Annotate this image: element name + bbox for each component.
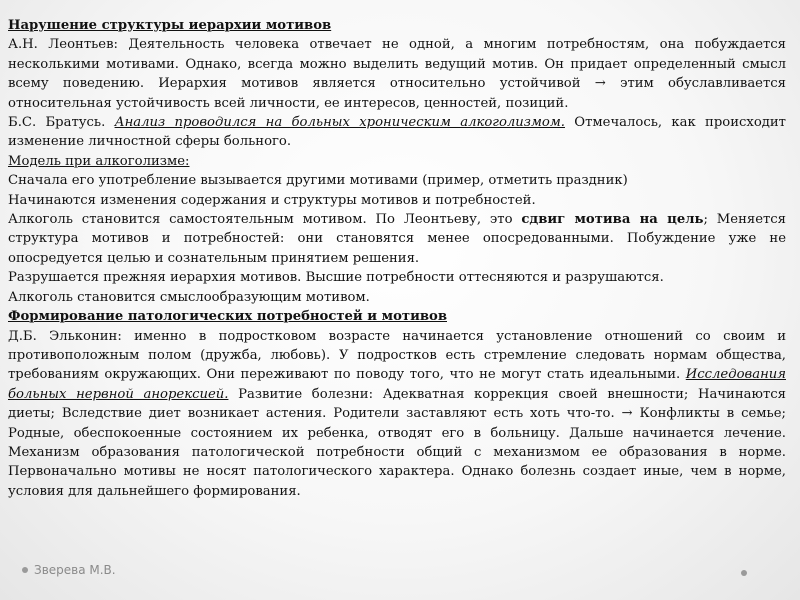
paragraph-bratus <box>8 113 786 152</box>
footer-bullet-icon <box>22 567 28 573</box>
paragraph-elkonin <box>8 327 786 502</box>
corner-dot-icon <box>741 570 747 576</box>
alcoholism-model-label: Модель при алкоголизме: <box>8 153 190 169</box>
elkonin-suffix: Развитие болезни: Адекватная коррекция своей внешности; Начинаются диеты; Вследствие диет возникает астения. Родители заставляют есть хоть что-то. → Конфликты в семье; Родные, обеспокоенные состоянием их ребенка, отводят его в больницу. Дальше начинается лечение. Механизм образования патологической потребности общий с механизмом ее образования в норме. Первоначально мотивы не носят патологического характера. Однако болезнь создает иные, чем в норме, условия для дальнейшего формирования. <box>8 386 786 499</box>
step3-suffix: ; Меняется структура мотивов и потребностей: они становятся менее опосредованными. Побуждение уже не опосредуется целью и сознательным принятием решения. <box>8 212 787 266</box>
paragraph-model-step-2: Начинаются изменения содержания и структуры мотивов и потребностей. <box>8 192 536 208</box>
bratus-prefix: Б.С. Братусь. <box>8 115 115 131</box>
paragraph-leontiev: А.Н. Леонтьев: Деятельность человека отвечает не одной, а многим потребностям, она побуждается несколькими мотивами. Однако, всегда можно выделить ведущий мотив. Он придает определенный смысл всему поведению. Иерархия мотивов является относительно устойчивой → этим обуславливается относительная устойчивость всей личности, ее интересов, ценностей, позиций. <box>8 37 786 111</box>
motive-shift-term: сдвиг мотива на цель <box>521 212 704 228</box>
heading-motive-hierarchy: Нарушение структуры иерархии мотивов <box>8 18 332 33</box>
paragraph-model-step-4: Разрушается прежняя иерархия мотивов. Высшие потребности оттесняются и разрушаются. <box>8 270 664 286</box>
elkonin-prefix: Д.Б. Эльконин: именно в подростковом возрасте начинается установление отношений со своим и противоположным полом (дружба, любовь). У подростков есть стремление следовать нормам общества, требованиям окружающих. Они переживают по поводу того, что не могут стать идеальными. <box>8 328 786 383</box>
anorexia-study-reference: Исследования больных нервной анорексией. <box>8 367 786 402</box>
paragraph-model-step-3 <box>8 210 786 268</box>
slide-body <box>8 16 786 501</box>
paragraph-model-step-1: Сначала его употребление вызывается другими мотивами (пример, отметить праздник) <box>8 173 628 189</box>
bratus-suffix: Отмечалось, как происходит изменение личностной сферы больного. <box>8 115 786 150</box>
step3-prefix: Алкоголь становится самостоятельным мотивом. По Леонтьеву, это <box>8 212 522 228</box>
alcoholism-study-reference: Анализ проводился на больных хроническим алкоголизмом. <box>114 115 565 131</box>
heading-pathological-needs: Формирование патологических потребностей и мотивов <box>8 309 447 325</box>
footer-author: Зверева М.В. <box>34 563 116 577</box>
paragraph-model-step-5: Алкоголь становится смыслообразующим мотивом. <box>8 289 370 305</box>
